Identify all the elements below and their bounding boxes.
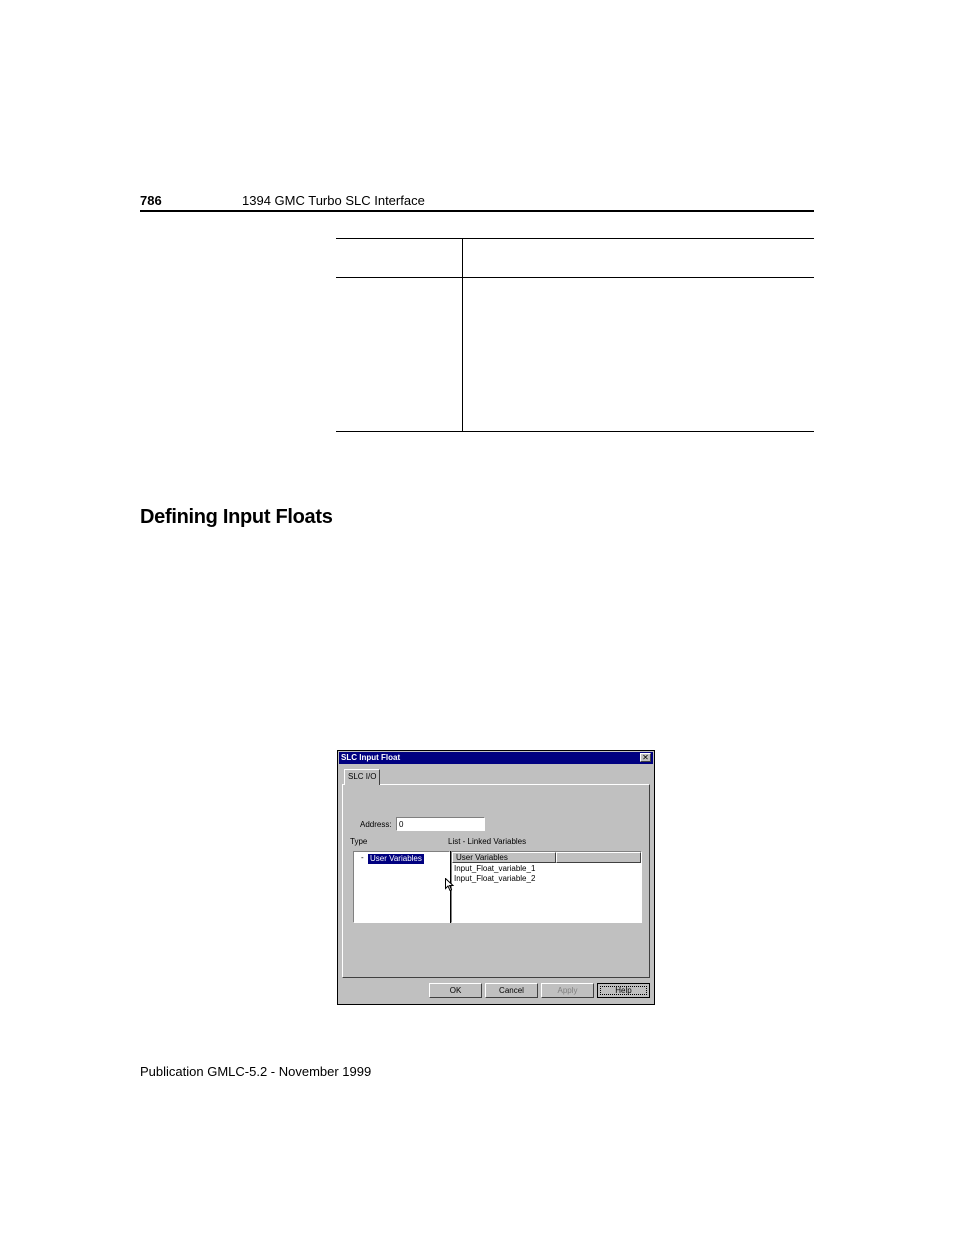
publication-footer: Publication GMLC-5.2 - November 1999 (140, 1064, 372, 1079)
list-label: List - Linked Variables (448, 837, 527, 846)
tab-label: SLC I/O (348, 772, 377, 781)
tab-slc-io[interactable] (344, 769, 380, 785)
list-column-header[interactable]: User Variables (452, 852, 556, 863)
table-bottom-rule (336, 431, 814, 432)
mouse-pointer-icon (445, 878, 454, 891)
dialog-titlebar[interactable] (339, 752, 653, 764)
tree-collapse-icon[interactable]: - (361, 853, 364, 862)
list-item[interactable]: Input_Float_variable_1 (454, 864, 536, 873)
page-number: 786 (140, 193, 162, 208)
address-label: Address: (360, 820, 392, 829)
address-input[interactable] (396, 817, 485, 831)
type-label: Type (350, 837, 368, 846)
type-tree[interactable] (353, 851, 450, 923)
close-icon: ✕ (642, 753, 649, 762)
ok-button[interactable]: OK (429, 983, 482, 998)
apply-button[interactable]: Apply (541, 983, 594, 998)
help-button[interactable] (597, 983, 650, 998)
tree-item-user-variables[interactable]: User Variables (370, 854, 422, 863)
dialog-title: SLC Input Float (341, 753, 401, 762)
focus-rect (600, 986, 647, 995)
header-rule (140, 210, 814, 212)
list-item[interactable]: Input_Float_variable_2 (454, 874, 536, 883)
list-column-header-empty[interactable] (556, 852, 641, 863)
section-heading: Defining Input Floats (140, 506, 333, 528)
help-button-label: Help (615, 986, 632, 995)
running-title: 1394 GMC Turbo SLC Interface (242, 193, 425, 208)
linked-variables-list[interactable] (451, 851, 642, 923)
table-column-divider (462, 238, 463, 432)
close-button[interactable] (640, 753, 651, 762)
empty-table (336, 238, 814, 432)
table-header-rule (336, 277, 814, 278)
cancel-button[interactable]: Cancel (485, 983, 538, 998)
table-top-rule (336, 238, 814, 239)
slc-input-float-dialog (337, 750, 655, 1005)
